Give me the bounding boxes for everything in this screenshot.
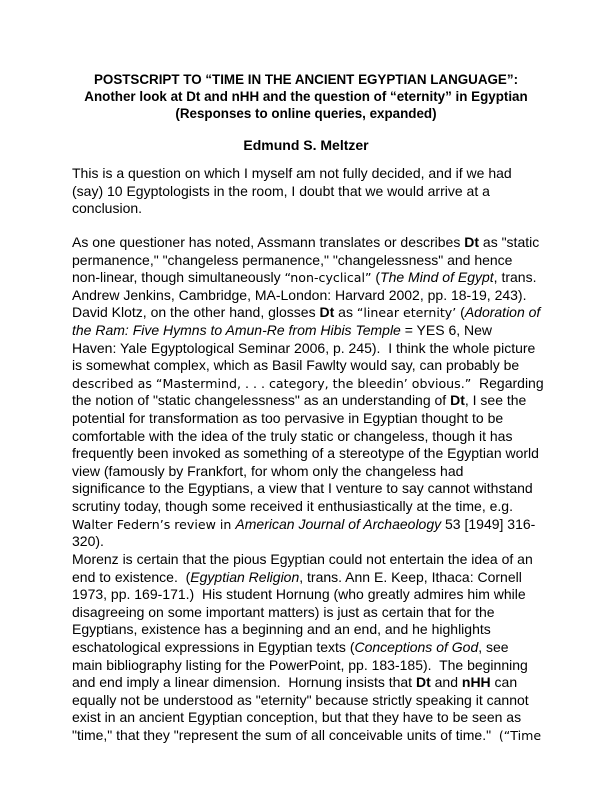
title-line: POSTSCRIPT TO “TIME IN THE ANCIENT EGYPTIAN LANGUAGE”:	[93, 72, 519, 87]
text-segment: As one questioner has noted, Assmann translates or describes	[72, 234, 465, 250]
text-line	[72, 639, 552, 657]
text-line	[72, 604, 552, 622]
text-segment: 53 [1949] 316-	[441, 515, 536, 532]
text-segment: (	[371, 269, 381, 286]
title-line: (Responses to online queries, expanded)	[175, 106, 437, 121]
text-segment: "time," that they "represent the sum of all conceivable units of time."	[72, 726, 499, 743]
text-line	[72, 165, 552, 183]
text-segment: the notion of "static changelessness" as an understanding of	[72, 392, 451, 409]
italic-title: Egyptian Religion	[190, 568, 300, 585]
text-line	[72, 200, 552, 218]
text-line	[72, 533, 552, 551]
text-line	[72, 586, 552, 604]
text-line	[72, 428, 552, 446]
text-segment: exist in an ancient Egyptian conception, but that they have to be seen as	[72, 709, 522, 726]
bold-term: Dt	[450, 392, 465, 409]
text-line	[72, 621, 552, 639]
text-line	[72, 252, 552, 270]
text-segment: , I see the	[464, 392, 527, 409]
text-segment: “linear eternity’	[356, 305, 457, 321]
text-segment: comfortable with the idea of the truly static or changeless, though it has	[72, 427, 513, 444]
italic-title: Conceptions of God	[354, 638, 479, 655]
text-segment: described as “Mastermind, . . . category, the bleedin’ obvious.”	[72, 375, 472, 391]
text-segment: significance to the Egyptians, a view that I venture to say cannot withstand	[72, 480, 533, 497]
text-segment: end to existence. (	[72, 568, 191, 585]
text-segment: can	[490, 674, 518, 691]
text-segment: Egyptians, existence has a beginning and an end, and he highlights	[72, 621, 491, 638]
text-line	[72, 410, 552, 428]
bold-term: nHH	[461, 674, 491, 691]
text-line	[72, 287, 552, 305]
text-line	[72, 657, 552, 675]
text-line	[72, 304, 552, 322]
text-segment: This is a question on which I myself am not fully decided, and if we had	[72, 165, 512, 181]
bold-term: Dt	[415, 674, 431, 691]
text-segment: , trans. Ann E. Keep, Ithaca: Cornell	[299, 568, 522, 585]
text-line	[72, 692, 552, 710]
text-segment: as "static	[479, 234, 540, 250]
document-title	[60, 71, 552, 122]
paragraph	[72, 165, 552, 218]
text-segment: “non-cyclical”	[284, 270, 372, 286]
text-segment: (say) 10 Egyptologists in the room, I doubt that we would arrive at a	[72, 182, 490, 199]
text-segment: disagreeing on some important matters) is just as certain that for the	[72, 603, 495, 620]
text-line	[72, 357, 552, 375]
text-line	[72, 392, 552, 410]
paragraph	[72, 551, 552, 745]
text-segment: Morenz is certain that the pious Egyptian could not entertain the idea of an	[72, 551, 533, 567]
text-line	[72, 516, 552, 534]
author-name: Edmund S. Meltzer	[243, 137, 369, 153]
text-line	[72, 375, 552, 393]
text-segment: , see	[478, 638, 509, 655]
text-segment: conclusion.	[72, 200, 143, 217]
paragraph	[72, 234, 552, 551]
text-segment: equally not be understood as "eternity" because strictly speaking it cannot	[72, 691, 529, 708]
italic-title: The Mind of Egypt	[380, 269, 494, 286]
text-segment: main bibliography listing for the PowerPoint, pp. 183-185). The beginning	[72, 656, 528, 673]
italic-title: Adoration of	[464, 304, 541, 321]
text-segment: frequently been invoked as something of a stereotype of the Egyptian world	[72, 445, 539, 462]
bold-term: Dt	[319, 304, 335, 321]
text-line	[72, 183, 552, 201]
text-segment: Walter Federn’s review in	[72, 516, 236, 532]
italic-title: the Ram: Five Hymns to Amun-Re from Hibis Temple	[72, 321, 401, 338]
text-segment: 1973, pp. 169-171.) His student Hornung (who greatly admires him while	[72, 586, 526, 603]
text-segment: = YES 6, New	[400, 321, 493, 338]
text-line	[72, 234, 552, 252]
text-segment: permanence," "changeless permanence," "changelessness" and hence	[72, 251, 513, 268]
bold-term: Dt	[464, 234, 480, 250]
text-line	[72, 463, 552, 481]
text-segment: David Klotz, on the other hand, glosses	[72, 304, 320, 321]
text-segment: , trans.	[493, 269, 537, 286]
title-line: Another look at Dt and nHH and the question of “eternity” in Egyptian	[84, 89, 528, 104]
text-line	[72, 551, 552, 569]
text-segment: and	[430, 674, 462, 691]
text-segment: 320).	[72, 533, 104, 550]
italic-title: American Journal of Archaeology	[235, 515, 442, 532]
text-segment: Andrew Jenkins, Cambridge, MA-London: Harvard 2002, pp. 18-19, 243).	[72, 286, 527, 303]
text-line	[72, 727, 552, 745]
text-line	[72, 445, 552, 463]
text-segment: eschatological expressions in Egyptian texts (	[72, 638, 355, 655]
text-segment: (	[456, 304, 465, 321]
text-segment: Regarding	[471, 374, 544, 391]
text-line	[72, 498, 552, 516]
text-line	[72, 322, 552, 340]
text-line	[72, 340, 552, 358]
text-segment: and end imply a linear dimension. Hornung insists that	[72, 674, 416, 691]
text-segment: is somewhat complex, which as Basil Fawlty would say, can probably be	[72, 357, 520, 374]
text-segment: scrutiny today, though some received it enthusiastically at the time, e.g.	[72, 497, 513, 514]
text-segment: view (famously by Frankfort, for whom only the changeless had	[72, 462, 464, 479]
text-segment: Haven: Yale Egyptological Seminar 2006, p. 245). I think the whole picture	[72, 339, 536, 356]
text-segment: as	[334, 304, 357, 321]
text-line	[72, 674, 552, 692]
text-line	[72, 480, 552, 498]
text-line	[72, 569, 552, 587]
text-segment: (“Time	[498, 727, 542, 743]
text-segment: potential for transformation as too pervasive in Egyptian thought to be	[72, 409, 504, 426]
text-line	[72, 709, 552, 727]
text-line	[72, 269, 552, 287]
text-segment: non-linear, though simultaneously	[72, 269, 285, 286]
